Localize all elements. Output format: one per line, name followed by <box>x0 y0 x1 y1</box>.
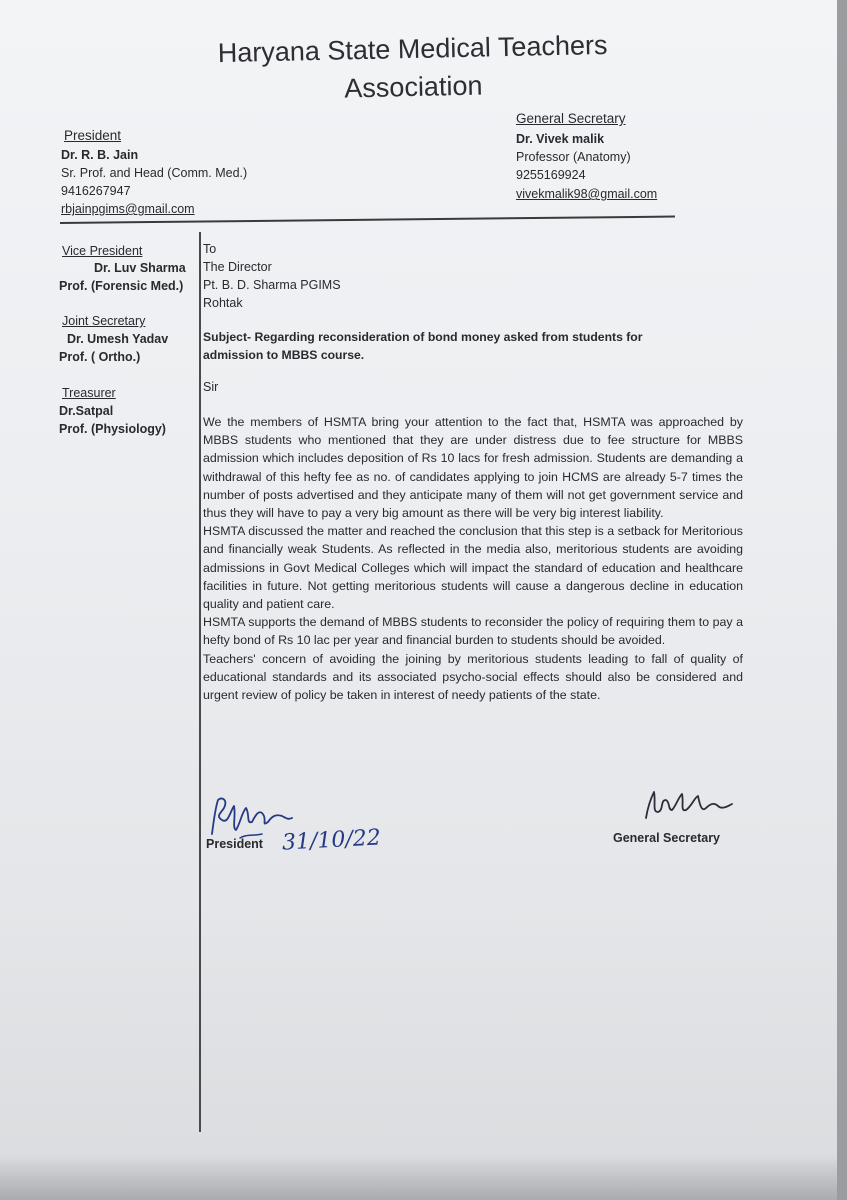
general-secretary-signature <box>640 788 740 828</box>
body-paragraph: We the members of HSMTA bring your attention to the fact that, HSMTA was approached by MBBS students who mentioned that they are under distress due to fee structure for MBBS admission which includes deposition of Rs 10 lacs for fresh admission. Students are demanding a withdrawal of this hefty fee as no. of candidates applying to join HCMS are already 5-7 times the number of posts advertised and they anticipate many of them will not get government service and thus they will have to pay a very big amount as there will be very big interest liability. <box>203 415 743 521</box>
title-line-1: Haryana State Medical Teachers <box>217 29 608 69</box>
general-secretary-designation: Professor (Anatomy) <box>516 150 631 164</box>
subject-line-1: Subject- Regarding reconsideration of bond money asked from students for <box>203 330 643 344</box>
address-line-3: Rohtak <box>203 296 243 310</box>
subject-line-2: admission to MBBS course. <box>203 348 365 362</box>
vice-president-heading: Vice President <box>62 244 143 258</box>
joint-secretary-designation: Prof. ( Ortho.) <box>59 350 141 364</box>
general-secretary-signoff: General Secretary <box>613 831 721 845</box>
general-secretary-heading: General Secretary <box>516 111 626 126</box>
handwritten-date: 31/10/22 <box>281 825 382 856</box>
general-secretary-name: Dr. Vivek malik <box>516 132 605 146</box>
salutation: Sir <box>203 380 219 394</box>
vice-president-designation: Prof. (Forensic Med.) <box>59 279 184 293</box>
treasurer-designation: Prof. (Physiology) <box>59 422 166 436</box>
president-name: Dr. R. B. Jain <box>61 148 139 162</box>
title-line-2: Association <box>344 70 483 104</box>
body-paragraph: Teachers' concern of avoiding the joining by meritorious students leading to fall of quality of educational standards and its associated psycho-social effects should also be considered and urgent review of policy be taken in interest of needy patients of the state. <box>203 651 743 703</box>
address-line-2: Pt. B. D. Sharma PGIMS <box>203 278 341 292</box>
joint-secretary-heading: Joint Secretary <box>62 314 146 328</box>
address-line-1: The Director <box>203 260 272 274</box>
president-heading: President <box>64 128 122 143</box>
paper-edge <box>837 0 847 1200</box>
president-phone: 9416267947 <box>61 184 131 198</box>
treasurer-heading: Treasurer <box>62 386 116 400</box>
treasurer-name: Dr.Satpal <box>59 404 114 418</box>
joint-secretary-name: Dr. Umesh Yadav <box>67 332 169 346</box>
body-paragraph: HSMTA supports the demand of MBBS students to reconsider the policy of requiring them to pay a hefty bond of Rs 10 lac per year and financial burden to students should be avoided. <box>203 615 743 648</box>
body-paragraph: HSMTA discussed the matter and reached the conclusion that this step is a setback for Meritorious and financially weak Students. As reflected in the media also, meritorious students are avoiding admissions in Govt Medical Colleges which will impact the standard of education and healthcare facilities in future. Not getting meritorious students will cause a dangerous decline in education quality and patient care. <box>203 524 743 612</box>
paper-shadow <box>0 1155 847 1200</box>
general-secretary-phone: 9255169924 <box>516 168 586 182</box>
president-signoff: President <box>206 837 263 851</box>
general-secretary-email: vivekmalik98@gmail.com <box>516 187 658 201</box>
vice-president-name: Dr. Luv Sharma <box>94 261 186 275</box>
letter-body <box>203 413 743 704</box>
letterhead-title <box>177 25 648 111</box>
column-divider <box>199 232 201 1132</box>
president-email: rbjainpgims@gmail.com <box>61 202 195 216</box>
address-to: To <box>203 242 217 256</box>
president-designation: Sr. Prof. and Head (Comm. Med.) <box>61 166 248 180</box>
